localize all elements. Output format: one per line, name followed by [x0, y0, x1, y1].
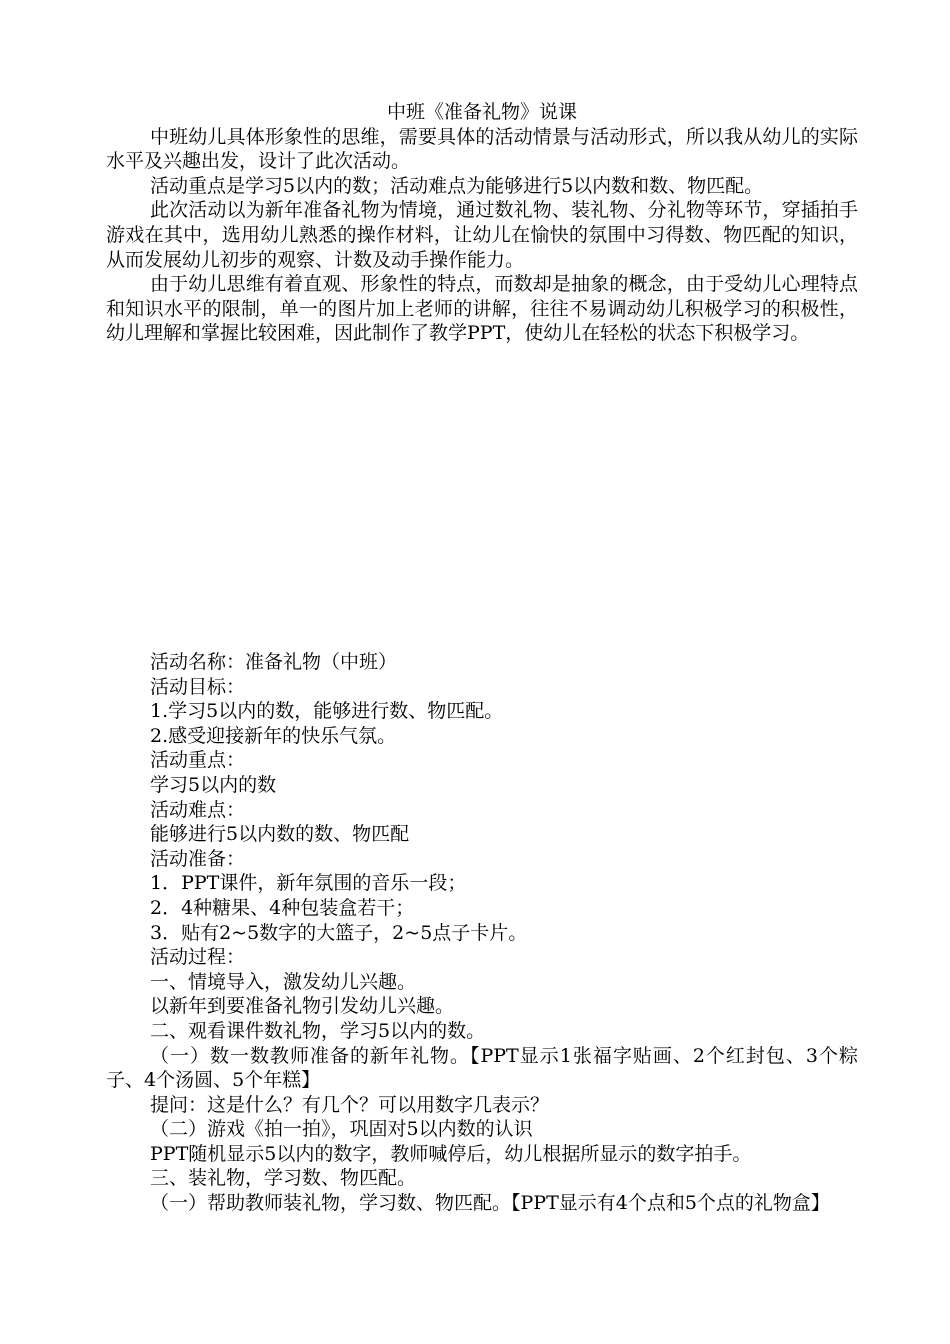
plan-line: 以新年到要准备礼物引发幼儿兴趣。: [150, 995, 455, 1018]
plan-line: 提问：这是什么？有几个？可以用数字几表示？: [150, 1093, 550, 1116]
plan-line: （一）帮助教师装礼物，学习数、物匹配。【PPT显示有4个点和5个点的礼物盒】: [150, 1192, 830, 1215]
lesson-plan-section: [106, 650, 858, 1216]
plan-line: 活动目标：: [150, 675, 246, 698]
intro-paragraph: 此次活动以为新年准备礼物为情境，通过数礼物、装礼物、分礼物等环节，穿插拍手游戏在其中，选用幼儿熟悉的操作材料，让幼儿在愉快的氛围中习得数、物匹配的知识，从而发展幼儿初步的观察、计数及动手操作能力。: [106, 199, 858, 271]
plan-line: 能够进行5以内数的数、物匹配: [150, 823, 410, 846]
intro-paragraph: 活动重点是学习5以内的数；活动难点为能够进行5以内数和数、物匹配。: [150, 174, 764, 197]
intro-paragraph: 由于幼儿思维有着直观、形象性的特点，而数却是抽象的概念，由于受幼儿心理特点和知识水平的限制，单一的图片加上老师的讲解，往往不易调动幼儿积极学习的积极性，幼儿理解和掌握比较困难，因此制作了教学PPT，使幼儿在轻松的状态下积极学习。: [106, 273, 858, 345]
plan-line: 3．贴有2~5数字的大篮子，2~5点子卡片。: [150, 921, 528, 944]
plan-line: 1．PPT课件，新年氛围的音乐一段；: [150, 872, 467, 895]
document-title: 中班《准备礼物》说课: [386, 101, 577, 123]
plan-line: 活动准备：: [150, 847, 246, 870]
intro-section: [106, 100, 858, 346]
plan-line: 1.学习5以内的数，能够进行数、物匹配。: [150, 700, 504, 723]
plan-line: 三、装礼物，学习数、物匹配。: [150, 1167, 417, 1190]
plan-line: （一）数一数教师准备的新年礼物。【PPT显示1张福字贴画、2个红封包、3个粽子、4个汤圆、5个年糕】: [106, 1044, 858, 1092]
plan-line: 一、情境导入，激发幼儿兴趣。: [150, 970, 417, 993]
plan-line: 学习5以内的数: [150, 773, 277, 796]
plan-line: PPT随机显示5以内的数字，教师喊停后，幼儿根据所显示的数字拍手。: [150, 1142, 752, 1165]
plan-line: 活动过程：: [150, 946, 246, 969]
plan-line: 活动名称：准备礼物（中班）: [150, 651, 398, 673]
intro-paragraph: 中班幼儿具体形象性的思维，需要具体的活动情景与活动形式，所以我从幼儿的实际水平及兴趣出发，设计了此次活动。: [106, 125, 858, 173]
plan-line: 2．4种糖果、4种包装盒若干；: [150, 896, 415, 919]
plan-line: 二、观看课件数礼物，学习5以内的数。: [150, 1019, 486, 1042]
plan-line: （二）游戏《拍一拍》，巩固对5以内数的认识: [150, 1118, 533, 1141]
plan-line: 2.感受迎接新年的快乐气氛。: [150, 724, 397, 747]
plan-line: 活动重点：: [150, 749, 246, 772]
plan-line: 活动难点：: [150, 798, 246, 821]
